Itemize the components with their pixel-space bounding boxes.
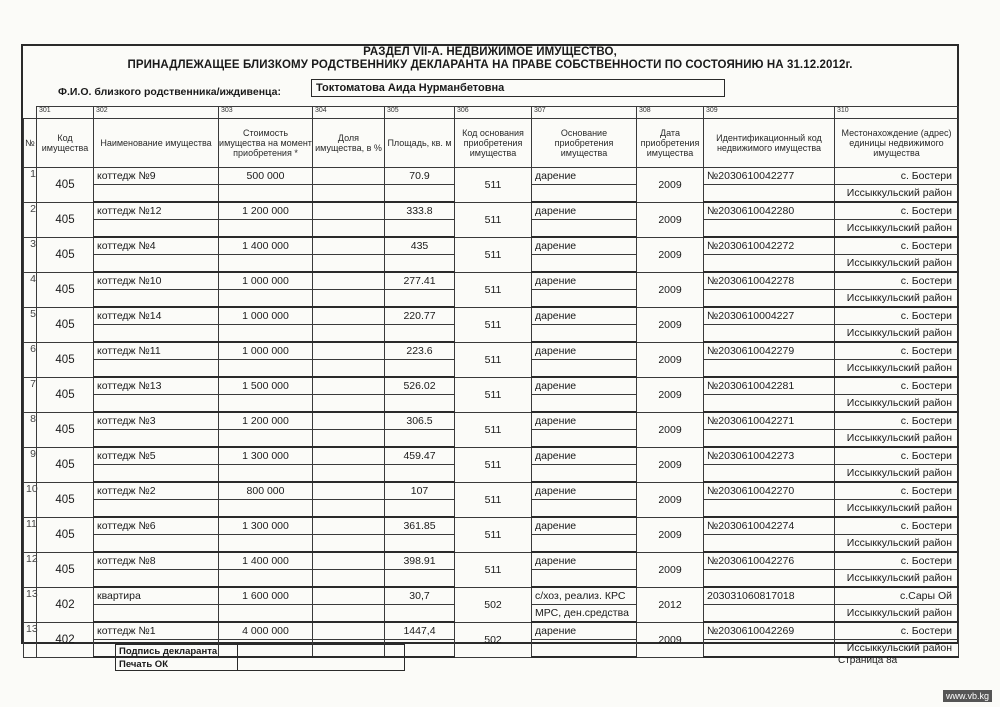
property-cost: 1 500 000	[219, 377, 313, 395]
location-village: с. Бостери	[835, 202, 959, 220]
property-name: коттедж №8	[94, 552, 219, 570]
acquisition-year: 2009	[637, 517, 704, 552]
column-code: 308	[637, 107, 704, 119]
property-area: 70.9	[385, 168, 455, 185]
property-area: 398.91	[385, 552, 455, 570]
property-name-cont	[94, 290, 219, 308]
row-number: 12	[24, 552, 37, 587]
column-header: Код основания приобретения имущества	[455, 119, 532, 168]
property-share-cont	[313, 220, 385, 238]
property-area-cont	[385, 185, 455, 203]
property-name-cont	[94, 535, 219, 553]
acquisition-year: 2009	[637, 272, 704, 307]
property-cost-cont	[219, 465, 313, 483]
property-code: 405	[37, 342, 94, 377]
basis-text: дарение	[532, 517, 637, 535]
property-id-cont	[704, 220, 835, 238]
basis-text: дарение	[532, 552, 637, 570]
property-name: коттедж №5	[94, 447, 219, 465]
table-row	[24, 412, 959, 430]
basis-text-cont	[532, 290, 637, 308]
property-id-cont	[704, 465, 835, 483]
basis-code: 511	[455, 377, 532, 412]
column-header: Идентификационный код недвижимого имущества	[704, 119, 835, 168]
column-header: Наименование имущества	[94, 119, 219, 168]
property-name-cont	[94, 360, 219, 378]
property-cost-cont	[219, 255, 313, 273]
property-name: коттедж №9	[94, 168, 219, 185]
property-id: №2030610042277	[704, 168, 835, 185]
property-share-cont	[313, 395, 385, 413]
property-area-cont	[385, 220, 455, 238]
property-name-cont	[94, 465, 219, 483]
property-share	[313, 377, 385, 395]
location-district: Иссыккульский район	[835, 290, 959, 308]
table-row	[24, 517, 959, 535]
property-share	[313, 202, 385, 220]
basis-code: 511	[455, 552, 532, 587]
property-name: коттедж №14	[94, 307, 219, 325]
basis-code: 511	[455, 202, 532, 237]
property-cost: 1 300 000	[219, 517, 313, 535]
basis-code: 511	[455, 482, 532, 517]
property-code: 405	[37, 517, 94, 552]
property-id-cont	[704, 640, 835, 658]
acquisition-year: 2009	[637, 307, 704, 342]
property-area: 220.77	[385, 307, 455, 325]
property-share	[313, 587, 385, 605]
property-name: коттедж №13	[94, 377, 219, 395]
table-row	[24, 552, 959, 570]
basis-code: 511	[455, 272, 532, 307]
column-header: Доля имущества, в %	[313, 119, 385, 168]
acquisition-year: 2009	[637, 552, 704, 587]
table-row	[24, 237, 959, 255]
property-share-cont	[313, 360, 385, 378]
location-district: Иссыккульский район	[835, 535, 959, 553]
property-name-cont	[94, 605, 219, 623]
table-body	[24, 168, 959, 658]
basis-code: 511	[455, 342, 532, 377]
table-row	[24, 342, 959, 360]
acquisition-year: 2012	[637, 587, 704, 622]
property-area-cont	[385, 465, 455, 483]
property-id: №2030610042272	[704, 237, 835, 255]
acquisition-year: 2009	[637, 622, 704, 657]
acquisition-year: 2009	[637, 447, 704, 482]
basis-text-cont	[532, 325, 637, 343]
location-village: с. Бостери	[835, 307, 959, 325]
relative-name-label: Ф.И.О. близкого родственника/иждивенца:	[58, 86, 281, 98]
column-code: 307	[532, 107, 637, 119]
property-id-cont	[704, 290, 835, 308]
property-code: 405	[37, 447, 94, 482]
property-id: №2030610042278	[704, 272, 835, 290]
property-cost-cont	[219, 535, 313, 553]
property-share-cont	[313, 185, 385, 203]
property-share-cont	[313, 325, 385, 343]
acquisition-year: 2009	[637, 412, 704, 447]
location-village: с. Бостери	[835, 168, 959, 185]
acquisition-year: 2009	[637, 342, 704, 377]
column-code: 302	[94, 107, 219, 119]
property-code: 405	[37, 552, 94, 587]
location-village: с.Сары Ой	[835, 587, 959, 605]
basis-code: 511	[455, 517, 532, 552]
property-area: 277.41	[385, 272, 455, 290]
basis-text: дарение	[532, 412, 637, 430]
property-cost-cont	[219, 570, 313, 588]
row-number: 6	[24, 342, 37, 377]
property-code: 405	[37, 272, 94, 307]
basis-text-cont	[532, 185, 637, 203]
basis-text-cont	[532, 570, 637, 588]
basis-text-cont	[532, 430, 637, 448]
column-header: Дата приобретения имущества	[637, 119, 704, 168]
property-id-cont	[704, 360, 835, 378]
row-number: 4	[24, 272, 37, 307]
basis-text-cont	[532, 220, 637, 238]
location-district: Иссыккульский район	[835, 570, 959, 588]
property-name: коттедж №10	[94, 272, 219, 290]
property-area-cont	[385, 500, 455, 518]
property-id: 203031060817018	[704, 587, 835, 605]
property-id-cont	[704, 500, 835, 518]
property-area-cont	[385, 570, 455, 588]
location-district: Иссыккульский район	[835, 640, 959, 658]
basis-text-cont: МРС, ден.средства	[532, 605, 637, 623]
property-area: 526.02	[385, 377, 455, 395]
property-share-cont	[313, 605, 385, 623]
property-area: 223.6	[385, 342, 455, 360]
location-village: с. Бостери	[835, 342, 959, 360]
column-code: 306	[455, 107, 532, 119]
property-area-cont	[385, 325, 455, 343]
property-id-cont	[704, 430, 835, 448]
location-district: Иссыккульский район	[835, 465, 959, 483]
property-code: 405	[37, 307, 94, 342]
property-id: №2030610042279	[704, 342, 835, 360]
property-share-cont	[313, 430, 385, 448]
property-area: 306.5	[385, 412, 455, 430]
property-area-cont	[385, 395, 455, 413]
row-number: 10	[24, 482, 37, 517]
property-code: 405	[37, 377, 94, 412]
property-share	[313, 342, 385, 360]
row-number: 5	[24, 307, 37, 342]
location-district: Иссыккульский район	[835, 255, 959, 273]
property-id-cont	[704, 185, 835, 203]
basis-text-cont	[532, 255, 637, 273]
property-area-cont	[385, 605, 455, 623]
page-number: Страница 8а	[838, 655, 898, 666]
property-code: 402	[37, 587, 94, 622]
table-row	[24, 622, 959, 640]
property-cost: 1 000 000	[219, 342, 313, 360]
row-number: 7	[24, 377, 37, 412]
property-code: 405	[37, 237, 94, 272]
property-name: коттедж №12	[94, 202, 219, 220]
row-number: 8	[24, 412, 37, 447]
property-id: №2030610042280	[704, 202, 835, 220]
property-cost-cont	[219, 605, 313, 623]
table-row	[24, 168, 959, 185]
location-village: с. Бостери	[835, 272, 959, 290]
property-name-cont	[94, 325, 219, 343]
basis-text: дарение	[532, 307, 637, 325]
property-cost: 1 400 000	[219, 552, 313, 570]
property-cost: 1 000 000	[219, 307, 313, 325]
column-code: 310	[835, 107, 959, 119]
row-number: 2	[24, 202, 37, 237]
property-area: 459.47	[385, 447, 455, 465]
column-header: Площадь, кв. м	[385, 119, 455, 168]
property-cost: 4 000 000	[219, 622, 313, 640]
location-district: Иссыккульский район	[835, 395, 959, 413]
column-code: 305	[385, 107, 455, 119]
basis-code: 511	[455, 447, 532, 482]
basis-code: 511	[455, 237, 532, 272]
property-area: 435	[385, 237, 455, 255]
column-header: №	[24, 119, 37, 168]
basis-code: 511	[455, 307, 532, 342]
table-row	[24, 447, 959, 465]
location-village: с. Бостери	[835, 377, 959, 395]
basis-text: дарение	[532, 272, 637, 290]
property-share	[313, 307, 385, 325]
table-row	[24, 272, 959, 290]
column-code: 303	[219, 107, 313, 119]
acquisition-year: 2009	[637, 377, 704, 412]
location-village: с. Бостери	[835, 622, 959, 640]
table-row	[24, 202, 959, 220]
property-id: №2030610042271	[704, 412, 835, 430]
property-name: коттедж №2	[94, 482, 219, 500]
basis-text: дарение	[532, 168, 637, 185]
property-name-cont	[94, 430, 219, 448]
property-name: коттедж №6	[94, 517, 219, 535]
property-name: коттедж №11	[94, 342, 219, 360]
column-codes-row	[24, 107, 959, 119]
property-share	[313, 237, 385, 255]
property-code: 405	[37, 412, 94, 447]
section-title: РАЗДЕЛ VII-А. НЕДВИЖИМОЕ ИМУЩЕСТВО,	[363, 46, 617, 58]
property-area-cont	[385, 360, 455, 378]
property-name-cont	[94, 185, 219, 203]
location-village: с. Бостери	[835, 517, 959, 535]
row-number: 13	[24, 622, 37, 657]
acquisition-year: 2009	[637, 202, 704, 237]
property-area: 361.85	[385, 517, 455, 535]
property-share-cont	[313, 570, 385, 588]
column-header: Местонахождение (адрес) единицы недвижимого имущества	[835, 119, 959, 168]
table-row	[24, 482, 959, 500]
column-header: Основание приобретения имущества	[532, 119, 637, 168]
column-code: 301	[37, 107, 94, 119]
basis-text: дарение	[532, 622, 637, 640]
basis-text-cont	[532, 500, 637, 518]
property-cost: 1 400 000	[219, 237, 313, 255]
row-number: 11	[24, 517, 37, 552]
property-id: №2030610042269	[704, 622, 835, 640]
property-code: 405	[37, 168, 94, 203]
property-area-cont	[385, 255, 455, 273]
basis-text: дарение	[532, 237, 637, 255]
property-area-cont	[385, 535, 455, 553]
column-header: Стоимость имущества на момент приобретения *	[219, 119, 313, 168]
basis-text: дарение	[532, 342, 637, 360]
property-cost-cont	[219, 500, 313, 518]
location-village: с. Бостери	[835, 447, 959, 465]
acquisition-year: 2009	[637, 237, 704, 272]
acquisition-year: 2009	[637, 168, 704, 203]
property-cost-cont	[219, 220, 313, 238]
property-share	[313, 517, 385, 535]
location-village: с. Бостери	[835, 482, 959, 500]
property-name-cont	[94, 220, 219, 238]
property-share	[313, 412, 385, 430]
location-district: Иссыккульский район	[835, 605, 959, 623]
property-name-cont	[94, 395, 219, 413]
basis-text-cont	[532, 535, 637, 553]
property-cost-cont	[219, 395, 313, 413]
property-code: 402	[37, 622, 94, 657]
column-code: 304	[313, 107, 385, 119]
property-area: 333.8	[385, 202, 455, 220]
basis-code: 502	[455, 622, 532, 657]
table-header	[24, 119, 959, 168]
property-cost-cont	[219, 360, 313, 378]
property-name: коттедж №3	[94, 412, 219, 430]
property-share-cont	[313, 255, 385, 273]
basis-text: дарение	[532, 377, 637, 395]
acquisition-year: 2009	[637, 482, 704, 517]
basis-text-cont	[532, 360, 637, 378]
basis-code: 511	[455, 412, 532, 447]
property-area: 30,7	[385, 587, 455, 605]
basis-text: дарение	[532, 202, 637, 220]
property-id: №2030610004227	[704, 307, 835, 325]
property-share-cont	[313, 465, 385, 483]
basis-code: 502	[455, 587, 532, 622]
row-number: 13	[24, 587, 37, 622]
property-area: 107	[385, 482, 455, 500]
location-district: Иссыккульский район	[835, 185, 959, 203]
relative-name-field: Токтоматова Аида Нурманбетовна	[311, 79, 725, 97]
property-id: №2030610042281	[704, 377, 835, 395]
basis-text: с/хоз, реализ. КРС	[532, 587, 637, 605]
row-number: 1	[24, 168, 37, 203]
watermark: www.vb.kg	[943, 690, 992, 702]
property-share	[313, 447, 385, 465]
location-district: Иссыккульский район	[835, 220, 959, 238]
property-cost: 1 200 000	[219, 202, 313, 220]
property-cost: 1 300 000	[219, 447, 313, 465]
basis-text-cont	[532, 640, 637, 658]
property-share	[313, 272, 385, 290]
property-id-cont	[704, 570, 835, 588]
signature-block	[115, 644, 405, 671]
property-cost-cont	[219, 430, 313, 448]
property-cost-cont	[219, 185, 313, 203]
property-name-cont	[94, 570, 219, 588]
basis-text: дарение	[532, 447, 637, 465]
basis-code: 511	[455, 168, 532, 203]
property-share	[313, 482, 385, 500]
property-cost: 800 000	[219, 482, 313, 500]
property-share-cont	[313, 535, 385, 553]
property-table	[23, 106, 959, 658]
column-header: Код имущества	[37, 119, 94, 168]
property-name: квартира	[94, 587, 219, 605]
location-district: Иссыккульский район	[835, 500, 959, 518]
property-id: №2030610042270	[704, 482, 835, 500]
location-district: Иссыккульский район	[835, 360, 959, 378]
property-name: коттедж №1	[94, 622, 219, 640]
property-id-cont	[704, 325, 835, 343]
property-code: 405	[37, 202, 94, 237]
property-cost: 1 200 000	[219, 412, 313, 430]
signature-field	[238, 645, 405, 658]
location-village: с. Бостери	[835, 552, 959, 570]
location-district: Иссыккульский район	[835, 430, 959, 448]
property-share	[313, 622, 385, 640]
table-row	[24, 377, 959, 395]
property-id-cont	[704, 535, 835, 553]
property-cost-cont	[219, 290, 313, 308]
property-cost: 500 000	[219, 168, 313, 185]
property-cost: 1 000 000	[219, 272, 313, 290]
property-id-cont	[704, 605, 835, 623]
stamp-field	[238, 658, 405, 671]
property-cost-cont	[219, 325, 313, 343]
location-village: с. Бостери	[835, 237, 959, 255]
property-share-cont	[313, 290, 385, 308]
property-area: 1447,4	[385, 622, 455, 640]
property-id: №2030610042274	[704, 517, 835, 535]
property-id-cont	[704, 395, 835, 413]
basis-text-cont	[532, 465, 637, 483]
property-name: коттедж №4	[94, 237, 219, 255]
property-id: №2030610042273	[704, 447, 835, 465]
signature-label: Подпись декларанта	[116, 645, 238, 658]
row-number: 3	[24, 237, 37, 272]
location-village: с. Бостери	[835, 412, 959, 430]
property-name-cont	[94, 500, 219, 518]
property-area-cont	[385, 290, 455, 308]
table-row	[24, 587, 959, 605]
property-area-cont	[385, 430, 455, 448]
property-code: 405	[37, 482, 94, 517]
property-share	[313, 552, 385, 570]
location-district: Иссыккульский район	[835, 325, 959, 343]
section-subtitle: ПРИНАДЛЕЖАЩЕЕ БЛИЗКОМУ РОДСТВЕННИКУ ДЕКЛАРАНТА НА ПРАВЕ СОБСТВЕННОСТИ ПО СОСТОЯНИЮ НА 31.12.2012г.	[127, 59, 853, 71]
row-number: 9	[24, 447, 37, 482]
basis-text-cont	[532, 395, 637, 413]
property-share-cont	[313, 500, 385, 518]
property-name-cont	[94, 255, 219, 273]
stamp-label: Печать ОК	[116, 658, 238, 671]
property-share	[313, 168, 385, 185]
property-id: №2030610042276	[704, 552, 835, 570]
basis-text: дарение	[532, 482, 637, 500]
property-cost: 1 600 000	[219, 587, 313, 605]
table-row	[24, 307, 959, 325]
property-id-cont	[704, 255, 835, 273]
column-code: 309	[704, 107, 835, 119]
